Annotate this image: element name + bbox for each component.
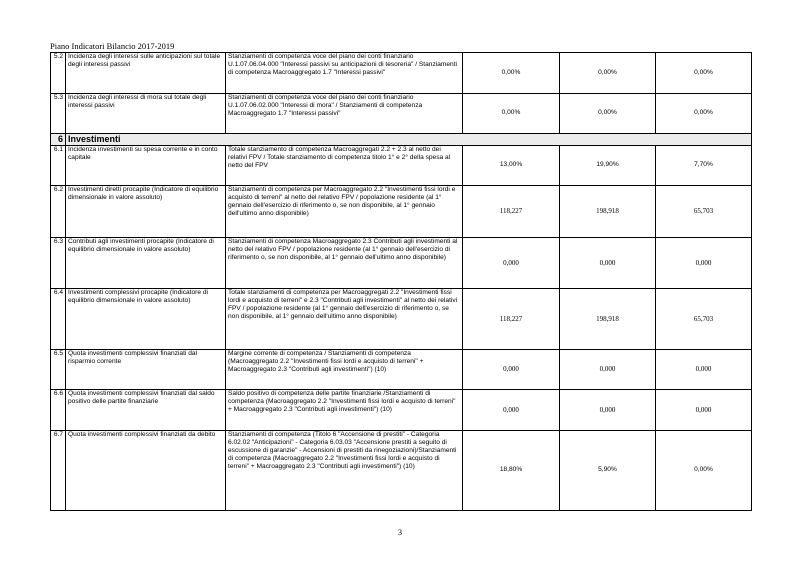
indicator-formula: Stanziamenti di competenza (Titolo 6 "Accensione di prestiti" - Categoria 6.02.02 "Anticipazioni" - Categoria 6.03.03 "Accensione prestiti a seguito di escussione di garanzie" - Accensioni di prestiti da rinegoziazioni)/Stanziamenti di competenza (Macroaggregato 2.2 "Investimenti fissi lordi e acquisto di terreni" + Macroaggregato 2.3 "Contributi agli investimenti") (10) [226,431,463,511]
table-row [51,53,752,94]
indicator-formula: Saldo positivo di competenza delle partite finanziarie /Stanziamenti di competenza (Macroaggregato 2.2 "Investimenti fissi lordi e acquisto di terreni" + Macroaggregato 2.3 "Contributi agli investimenti") (10) [226,390,463,431]
value-2017: 0,00% [463,94,560,134]
indicator-formula: Stanziamenti di competenza voce del piano dei conti finanziario U.1.07.06.02.000 "Interessi di mora" / Stanziamenti di competenza Macroaggregato 1.7 "Interessi passivi" [226,94,463,134]
table-row [51,431,752,511]
value-2017: 118,227 [463,289,560,350]
page-number: 3 [398,528,402,537]
indicator-formula: Stanziamenti di competenza per Macroaggregato 2.2 "Investimenti fissi lordi e acquisto di terreni" al netto del relativo FPV / popolazione residente (al 1° gennaio dell'esercizio di riferimento o, se non disponibile, al 1° gennaio dell'ultimo anno disponibile) [226,186,463,238]
indicator-formula: Totale stanziamento di competenza Macroaggregati 2.2 + 2.3 al netto dei relativi FPV / Totale stanziamento di competenza titolo 1° e 2° della spesa al netto del FPV [226,146,463,186]
value-2017: 0,000 [463,390,560,431]
indicator-name: Investimenti complessivi procapite (Indicatore di equilibrio dimensionale in valore assoluto) [66,289,226,350]
indicator-name: Investimenti diretti procapite (Indicatore di equilibrio dimensionale in valore assoluto) [66,186,226,238]
row-number: 6.5 [51,350,66,390]
row-number: 6.1 [51,146,66,186]
indicator-formula: Margine corrente di competenza / Stanziamenti di competenza (Macroaggregato 2.2 "Investimenti fissi lordi e acquisto di terreni" + Macroaggregato 2.3 "Contributi agli investimenti") (10) [226,350,463,390]
section-number: 6 [51,134,66,146]
section-header-row [51,134,752,146]
row-number: 6.2 [51,186,66,238]
row-number: 5.2 [51,53,66,94]
value-2019: 65,703 [656,186,752,238]
value-2017: 0,000 [463,238,560,289]
value-2017: 13,00% [463,146,560,186]
indicator-name: Quota investimenti complessivi finanziati dal saldo positivo delle partite finanziarie [66,390,226,431]
value-2019: 0,000 [656,350,752,390]
value-2017: 118,227 [463,186,560,238]
value-2018: 19,90% [560,146,656,186]
value-2018: 0,000 [560,238,656,289]
value-2019: 65,703 [656,289,752,350]
table-row [51,390,752,431]
value-2017: 0,000 [463,350,560,390]
indicator-name: Incidenza investimenti su spesa corrente e in conto capitale [66,146,226,186]
indicator-name: Contributi agli investimenti procapite (Indicatore di equilibrio dimensionale in valore assoluto) [66,238,226,289]
value-2018: 0,000 [560,390,656,431]
table-row [51,238,752,289]
value-2018: 0,00% [560,53,656,94]
row-number: 5.3 [51,94,66,134]
indicator-name: Incidenza degli interessi di mora sul totale degli interessi passivi [66,94,226,134]
row-number: 6.3 [51,238,66,289]
value-2019: 0,000 [656,238,752,289]
row-number: 6.6 [51,390,66,431]
value-2019: 7,70% [656,146,752,186]
indicator-formula: Totale stanziamenti di competenza per Macroaggregati 2.2 "Investimenti fissi lordi e acquisto di terreni" e 2.3 "Contributi agli investimenti" al netto dei relativi FPV / popolazione residente (al 1° gennaio dell'esercizio di riferimento o, se non disponibile, al 1° gennaio dell'ultimo anno disponibile) [226,289,463,350]
table-row [51,94,752,134]
value-2018: 198,918 [560,186,656,238]
value-2017: 0,00% [463,53,560,94]
value-2018: 198,918 [560,289,656,350]
value-2019: 0,00% [656,53,752,94]
row-number: 6.4 [51,289,66,350]
value-2018: 0,000 [560,350,656,390]
indicators-table [50,52,752,511]
table-row [51,350,752,390]
indicator-formula: Stanziamenti di competenza voce del piano dei conti finanziario U.1.07.06.04.000 "Interessi passivi su anticipazioni di tesoreria" / Stanziamenti di competenza Macroaggregato 1.7 "Interessi passivi" [226,53,463,94]
indicator-name: Quota investimenti complessivi finanziati da debito [66,431,226,511]
document-header: Piano Indicatori Bilancio 2017-2019 [50,41,175,51]
value-2018: 0,00% [560,94,656,134]
indicator-formula: Stanziamenti di competenza Macroaggregato 2.3 Contributi agli investimenti al netto del relativo FPV / popolazione residente (al 1° gennaio dell'esercizio di riferimento o, se non disponibile, al 1° gennaio dell'ultimo anno disponibile) [226,238,463,289]
section-title: Investimenti [66,134,752,146]
row-number: 6.7 [51,431,66,511]
indicator-name: Incidenza degli interessi sulle anticipazioni sul totale degli interessi passivi [66,53,226,94]
value-2019: 0,000 [656,390,752,431]
indicator-name: Quota investimenti complessivi finanziati dal risparmio corrente [66,350,226,390]
value-2018: 5,90% [560,431,656,511]
table-row [51,289,752,350]
table-row [51,186,752,238]
value-2019: 0,00% [656,94,752,134]
value-2017: 18,80% [463,431,560,511]
value-2019: 0,00% [656,431,752,511]
table-row [51,146,752,186]
